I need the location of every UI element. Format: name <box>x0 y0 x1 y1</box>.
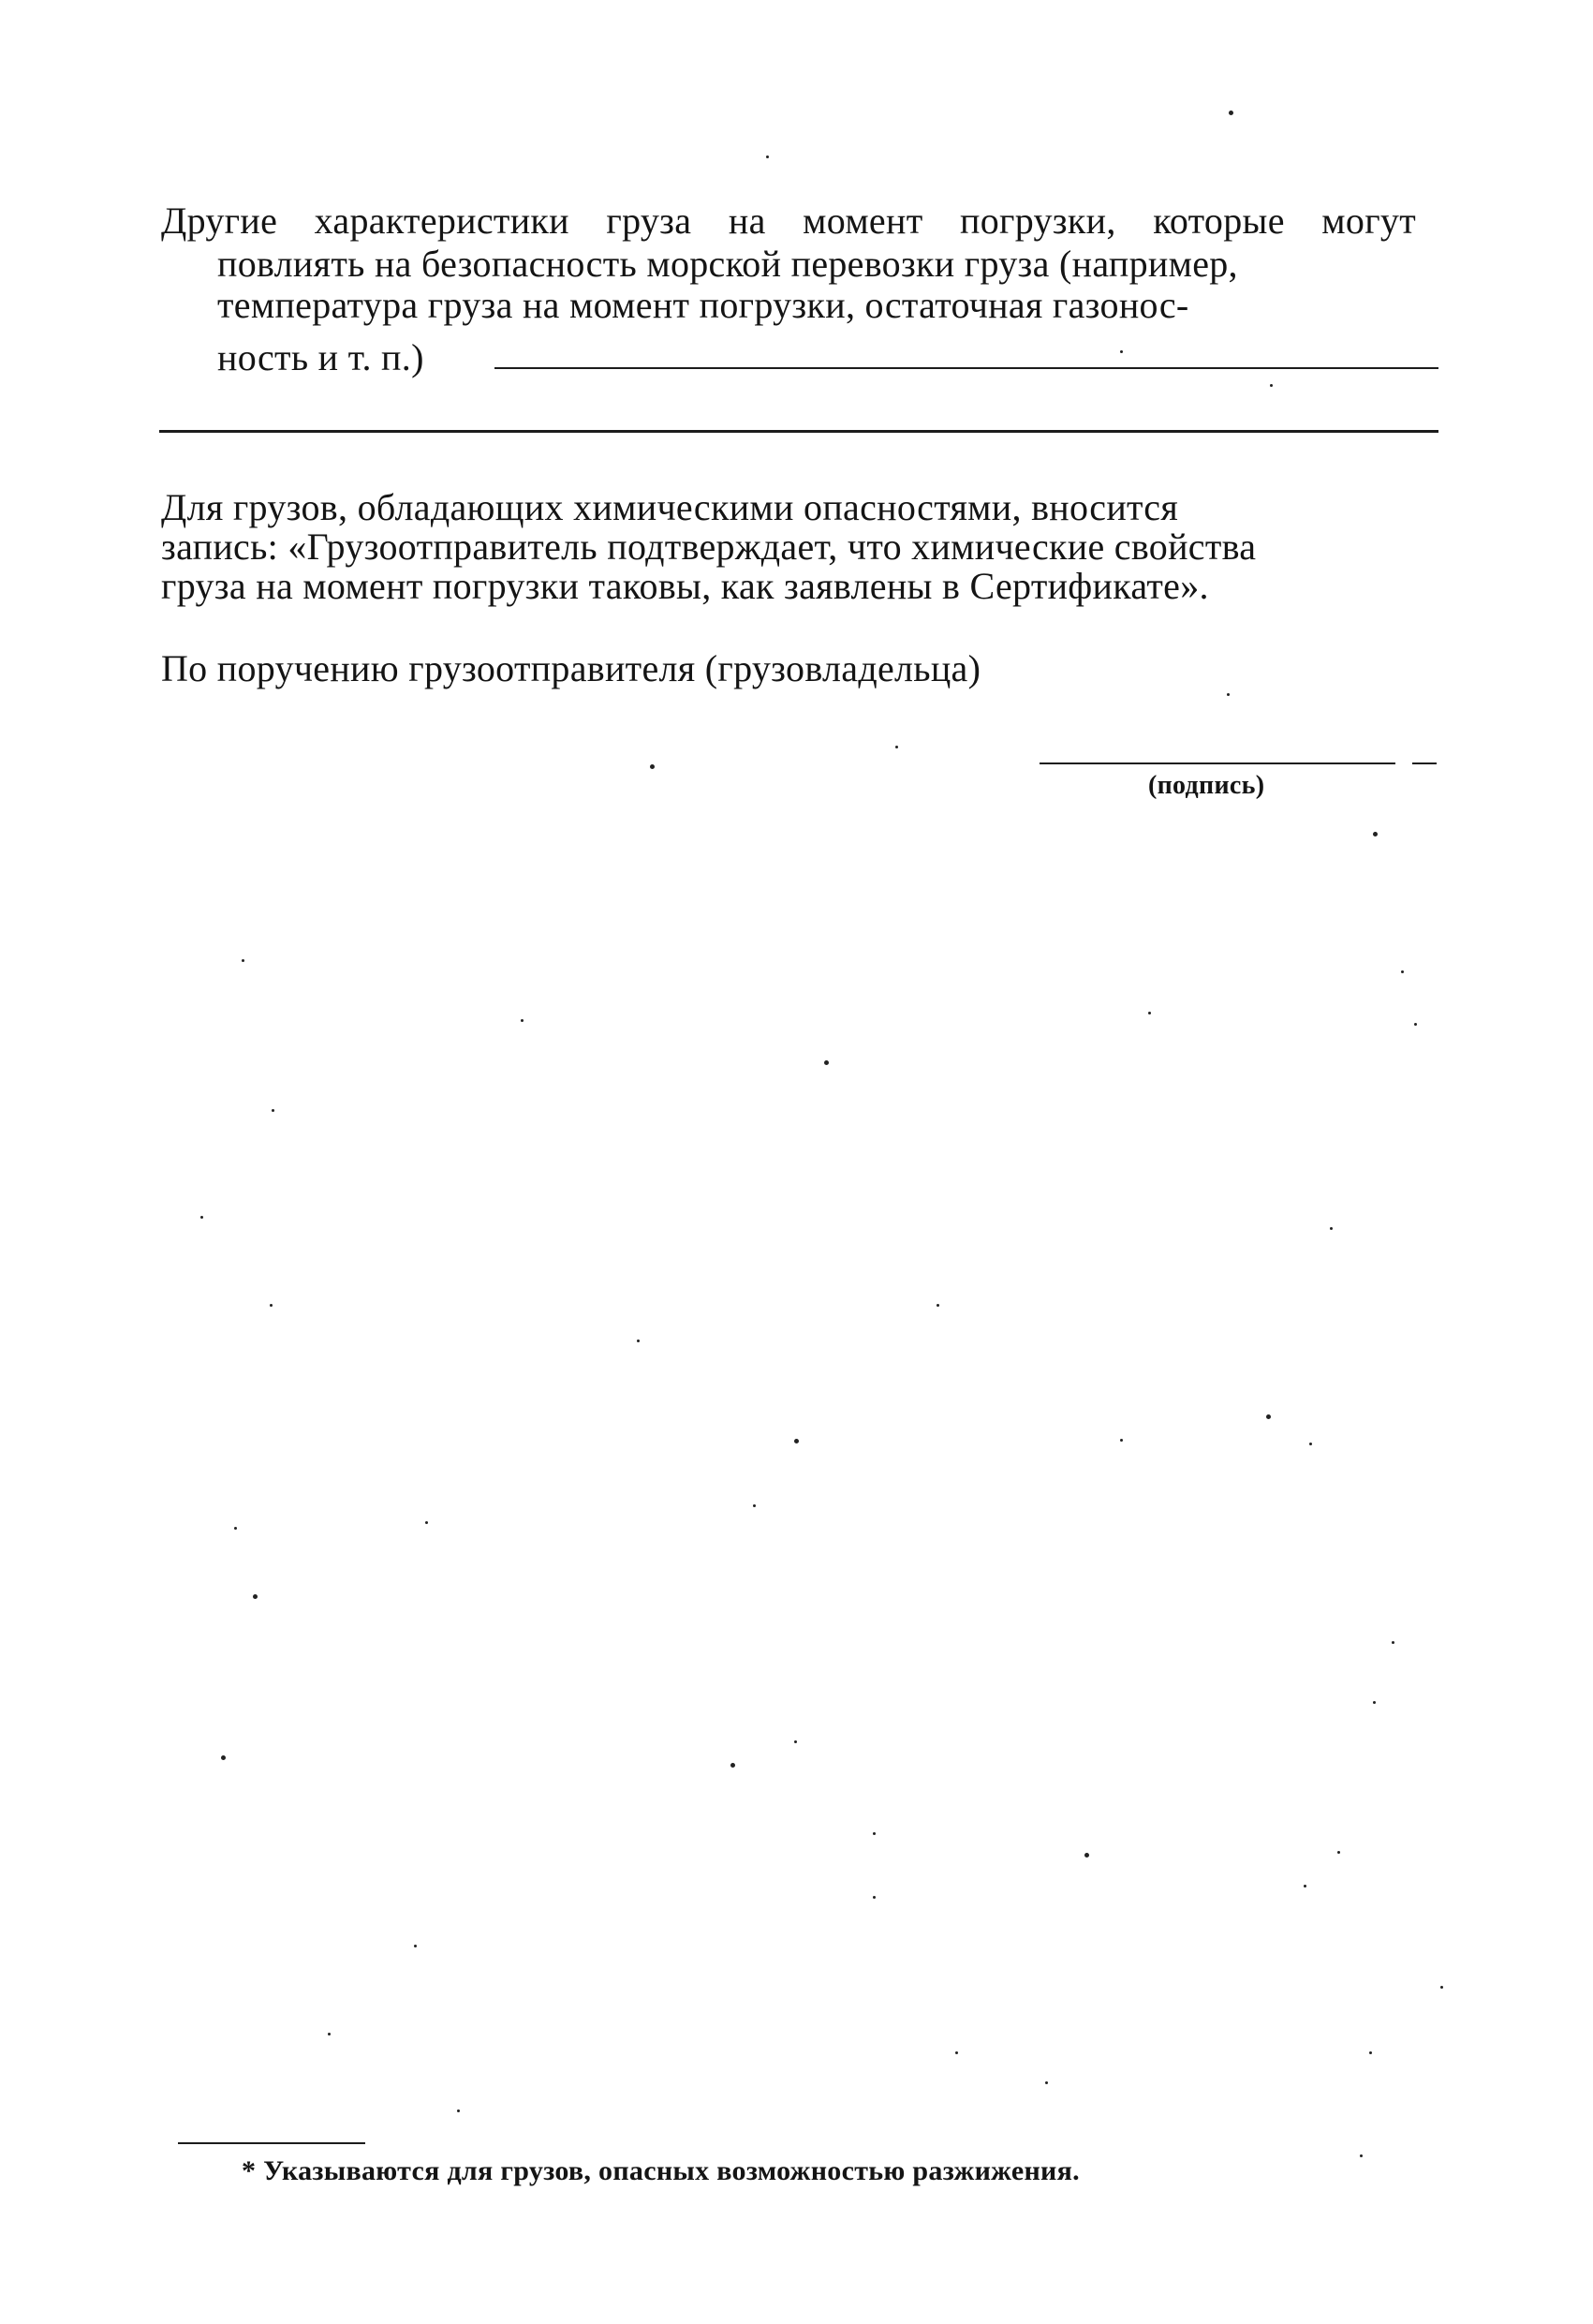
scan-speck <box>955 2051 958 2054</box>
paragraph-1-line-4-text: ность и т. п.) <box>217 336 424 378</box>
scan-speck <box>253 1594 258 1599</box>
paragraph-1-line-1-text <box>161 202 1416 240</box>
signature-caption <box>1148 772 1264 800</box>
scan-speck <box>221 1755 226 1760</box>
word: которые <box>1153 200 1285 242</box>
cargo-characteristics-line-1 <box>161 202 1416 240</box>
authorization-text <box>161 647 981 689</box>
word: характеристики <box>314 200 569 242</box>
scan-speck <box>272 1109 274 1112</box>
scan-speck <box>1392 1641 1394 1644</box>
footnote <box>242 2156 1080 2186</box>
scan-speck <box>1304 1885 1306 1887</box>
scan-speck <box>873 1896 876 1899</box>
scan-speck <box>1369 2051 1372 2054</box>
word: момент <box>803 200 923 242</box>
scan-speck <box>1373 1701 1376 1704</box>
scan-speck <box>753 1504 756 1507</box>
scan-speck <box>1330 1227 1333 1230</box>
signature-line-dash <box>1412 762 1437 764</box>
scan-speck <box>1120 1439 1123 1442</box>
word: на <box>728 200 766 242</box>
cargo-characteristics-line-3 <box>217 284 1435 326</box>
scan-speck <box>1337 1851 1340 1854</box>
scan-speck <box>270 1304 273 1307</box>
scan-speck <box>1373 832 1378 836</box>
scan-speck <box>730 1763 735 1768</box>
scan-speck <box>234 1527 237 1530</box>
scan-speck <box>200 1216 203 1219</box>
scan-speck <box>1120 350 1123 353</box>
cargo-characteristics-line-4 <box>217 336 424 378</box>
authorization-label: По поручению грузоотправителя (грузовладельца) <box>161 647 981 689</box>
scan-speck <box>457 2109 460 2112</box>
fill-in-line-2[interactable] <box>159 430 1438 433</box>
scan-speck <box>937 1304 939 1307</box>
scan-speck <box>824 1060 829 1065</box>
scan-speck <box>650 764 655 769</box>
scan-speck <box>1270 384 1273 387</box>
word: могут <box>1321 200 1416 242</box>
scan-speck <box>1266 1414 1271 1419</box>
paragraph-2-line-1-text: Для грузов, обладающих химическими опасностями, вносится <box>161 486 1179 528</box>
chemical-hazards-line-2 <box>161 525 1435 568</box>
scan-speck <box>242 959 244 962</box>
scan-speck <box>794 1439 799 1443</box>
paragraph-1-line-3-text: температура груза на момент погрузки, остаточная газонос- <box>217 284 1189 326</box>
signature-caption-text: (подпись) <box>1148 771 1265 800</box>
scan-speck <box>1148 1012 1151 1014</box>
scan-speck <box>766 155 769 158</box>
scan-speck <box>1045 2081 1048 2084</box>
scan-speck <box>425 1521 428 1524</box>
word: груза <box>606 200 692 242</box>
scan-speck <box>1440 1986 1443 1989</box>
signature-line[interactable] <box>1040 762 1395 764</box>
scan-speck <box>414 1945 417 1947</box>
scan-speck <box>1309 1443 1312 1445</box>
scan-speck <box>1084 1853 1089 1858</box>
scan-speck <box>1229 111 1233 115</box>
scan-speck <box>1401 970 1404 973</box>
chemical-hazards-line-1 <box>161 486 1435 528</box>
chemical-hazards-line-3 <box>161 565 1435 607</box>
scan-speck <box>895 746 898 748</box>
paragraph-2-line-3-text: груза на момент погрузки таковы, как заявлены в Сертификате». <box>161 565 1209 607</box>
footnote-separator <box>178 2142 365 2144</box>
paragraph-2-line-2-text: запись: «Грузоотправитель подтверждает, что химические свойства <box>161 525 1257 568</box>
word: Другие <box>161 200 278 242</box>
scan-speck <box>794 1740 797 1743</box>
scan-speck <box>873 1832 876 1835</box>
scan-speck <box>1227 693 1230 696</box>
cargo-characteristics-line-2 <box>217 245 1435 283</box>
word: погрузки, <box>960 200 1116 242</box>
scan-speck <box>637 1340 640 1342</box>
fill-in-line-1[interactable] <box>494 367 1438 369</box>
paragraph-1-line-2-text: повлиять на безопасность морской перевозки груза (например, <box>217 243 1238 285</box>
scan-speck <box>1414 1023 1417 1026</box>
footnote-text: * Указываются для грузов, опасных возможностью разжижения. <box>242 2155 1080 2186</box>
scan-speck <box>328 2033 331 2035</box>
scan-speck <box>1360 2154 1363 2157</box>
scan-speck <box>521 1019 524 1022</box>
